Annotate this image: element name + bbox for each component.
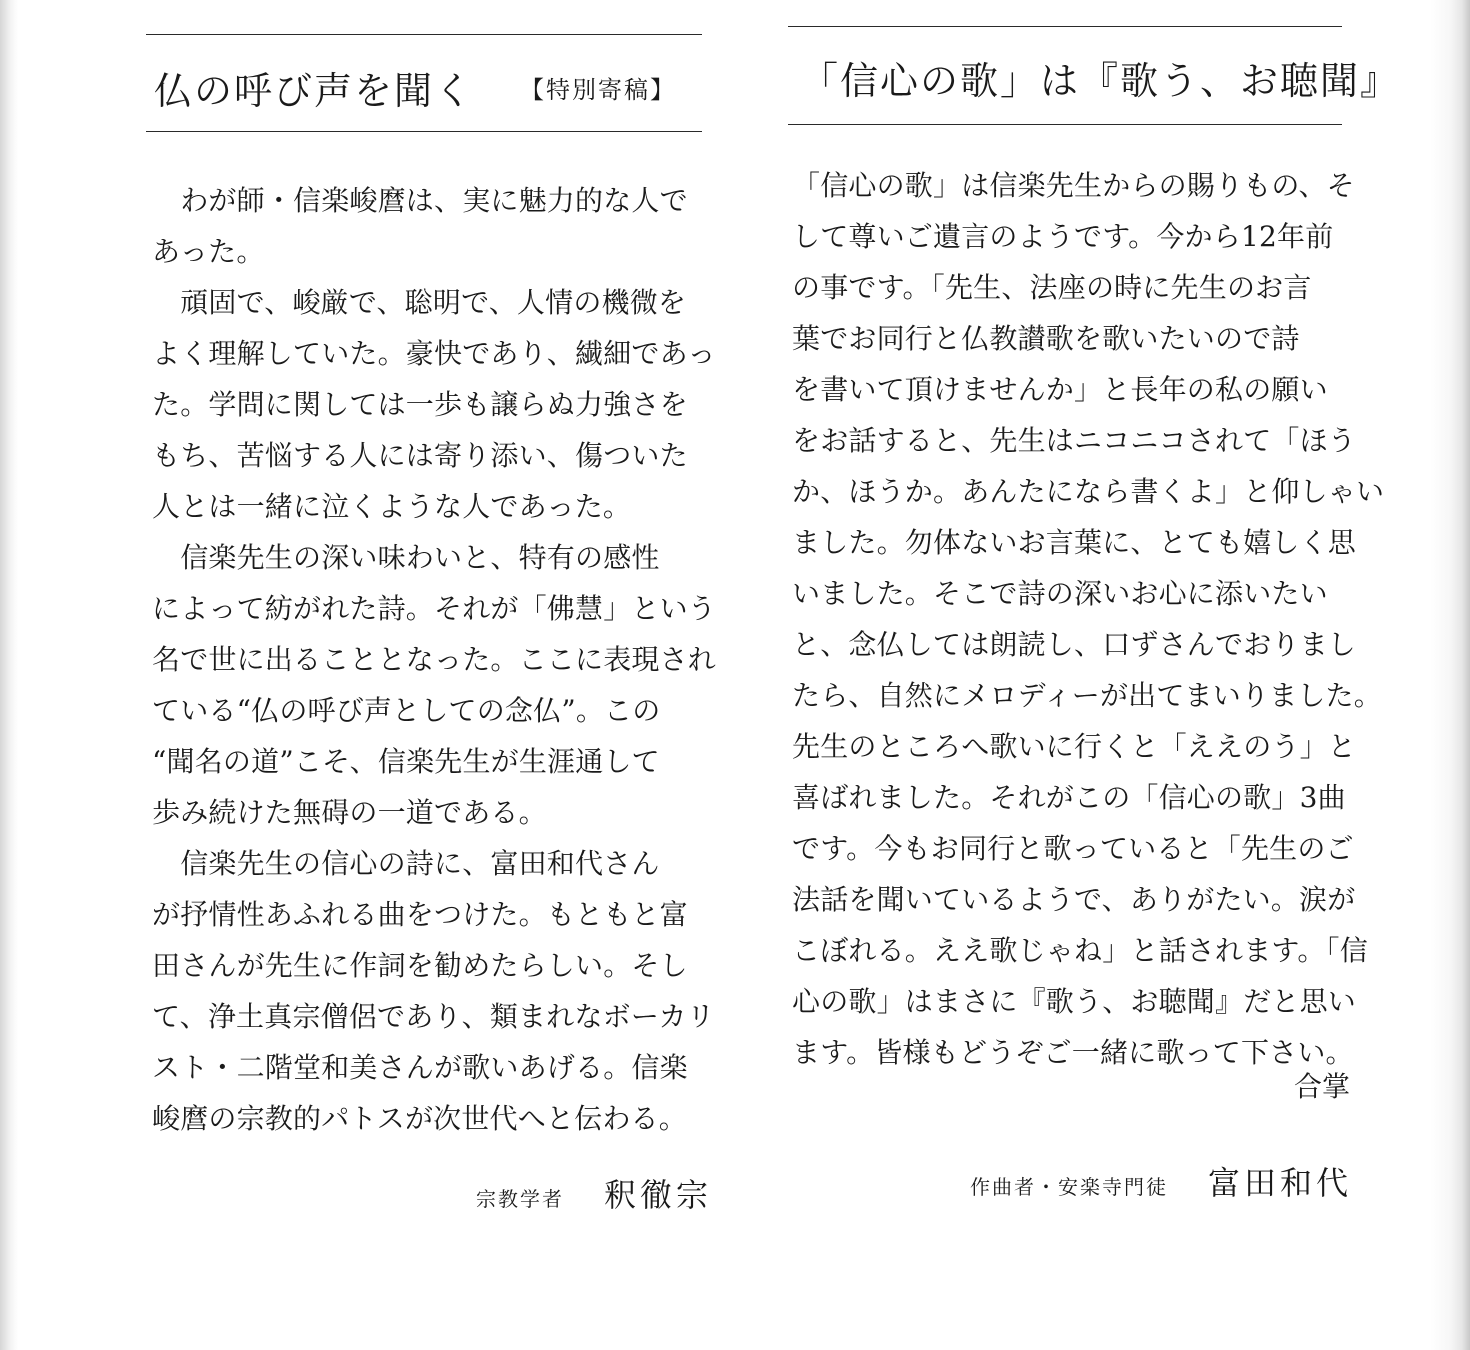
body-line: と、念仏しては朗読し、口ずさんでおりまし [792,628,1357,661]
left-top-rule [146,34,702,35]
body-line: 先生のところへ歌いに行くと「ええのう」と [792,730,1357,763]
body-line: を書いて頂けませんか」と長年の私の願い [792,373,1328,406]
right-top-rule [788,26,1342,27]
special-contribution-tag: 【特別寄稿】 [520,75,677,104]
body-line: 法話を聞いているようで、ありがたい。涙が [792,883,1356,916]
body-line: をお話すると、先生はニコニコされて「ほう [792,424,1357,457]
body-line: 葉でお同行と仏教讃歌を歌いたいので詩 [792,322,1300,355]
body-line: 「信心の歌」は信楽先生からの賜りもの、そ [792,169,1355,202]
body-line: たら、自然にメロディーが出てまいりました。 [792,679,1382,712]
body-line: して尊いご遺言のようです。今から12年前 [792,220,1334,253]
body-line: 峻麿の宗教的パトスが次世代へと伝わる。 [152,1102,687,1135]
right-article-body [792,160,1385,1078]
body-line: て、浄土真宗僧侶であり、類まれなボーカリ [152,1000,715,1033]
body-line: もち、苦悩する人には寄り添い、傷ついた [152,439,688,472]
scan-right-edge [1430,0,1470,1350]
body-line: ます。皆様もどうぞご一緒に歌って下さい。 [792,1036,1354,1069]
body-line: いました。そこで詩の深いお心に添いたい [792,577,1328,610]
body-line: か、ほうか。あんたになら書くよ」と仰しゃい [792,475,1385,508]
body-line: “聞名の道”こそ、信楽先生が生涯通して [152,745,660,778]
body-line: た。学問に関しては一歩も譲らぬ力強さを [152,388,688,421]
closing-gassho: 合掌 [1293,1070,1350,1103]
right-signature [970,1158,1352,1204]
left-signature [476,1170,712,1216]
body-line: 名で世に出ることとなった。ここに表現され [152,643,717,676]
body-line: 田さんが先生に作詞を勧めたらしい。そし [152,949,688,982]
body-line: です。今もお同行と歌っていると「先生のご [792,832,1354,865]
right-title-row [800,52,1401,103]
right-article-title: 「信心の歌」は『歌う、お聴聞』 [800,58,1401,103]
body-line: 心の歌」はまさに『歌う、お聴聞』だと思い [792,985,1357,1018]
body-line: が抒情性あふれる曲をつけた。もともと富 [152,898,688,931]
body-line: ている“仏の呼び声としての念仏”。この [152,694,661,727]
body-line: 信楽先生の深い味わいと、特有の感性 [152,541,660,574]
body-line: によって紡がれた詩。それが「佛慧」という [152,592,717,625]
signature-role: 宗教学者 [475,1187,564,1211]
body-line: スト・二階堂和美さんが歌いあげる。信楽 [152,1051,688,1084]
signature-role: 作曲者・安楽寺門徒 [969,1175,1168,1199]
right-bottom-rule [788,124,1342,125]
body-line: 人とは一緒に泣くような人であった。 [152,490,632,523]
signature-name: 釈徹宗 [603,1176,712,1214]
scan-left-edge [0,0,18,1350]
body-line: 喜ばれました。それがこの「信心の歌」3曲 [792,781,1346,814]
body-line: こぼれる。ええ歌じゃね」と話されます。「信 [792,934,1368,967]
body-line: 信楽先生の信心の詩に、富田和代さん [152,847,660,880]
body-line: 頑固で、峻厳で、聡明で、人情の機微を [152,286,687,319]
body-line: の事です。「先生、法座の時に先生のお言 [792,271,1312,304]
body-line: あった。 [152,235,265,268]
body-line: よく理解していた。豪快であり、繊細であっ [152,337,716,370]
body-line: 歩み続けた無碍の一道である。 [152,796,547,829]
left-bottom-rule [146,131,702,132]
left-article-title: 仏の呼び声を聞く [154,68,475,113]
body-line: ました。勿体ないお言葉に、とても嬉しく思 [792,526,1357,559]
left-article-body [152,175,717,1144]
signature-name: 富田和代 [1207,1164,1352,1202]
body-line: わが師・信楽峻麿は、実に魅力的な人で [152,184,688,217]
left-title-row [154,62,702,112]
